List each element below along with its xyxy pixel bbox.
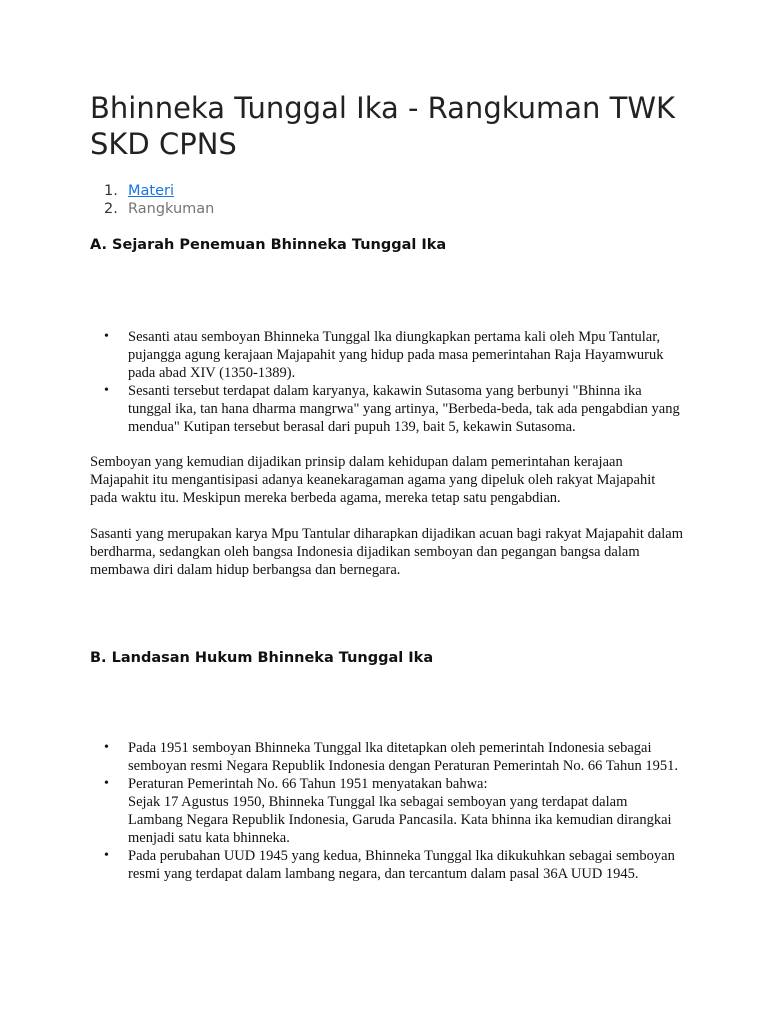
section-b-bullet-list bbox=[90, 739, 680, 883]
breadcrumb-link-materi[interactable]: Materi bbox=[128, 183, 174, 199]
breadcrumb-item-rangkuman bbox=[90, 200, 214, 218]
section-a-paragraph-1: Semboyan yang kemudian dijadikan prinsip dalam kehidupan dalam pemerintahan kerajaan Majapahit itu mengantisipasi adanya keanekaragaman agama yang dipeluk oleh rakyat Majapahit pada waktu itu. Meskipun mereka berbeda agama, mereka tetap satu pengabdian. bbox=[90, 454, 656, 506]
section-a-heading: A. Sejarah Penemuan Bhinneka Tunggal Ika bbox=[90, 237, 447, 253]
breadcrumb-item-materi bbox=[90, 182, 214, 200]
section-a-bullet-list bbox=[90, 328, 680, 436]
list-item: • Pada perubahan UUD 1945 yang kedua, Bhinneka Tunggal lka dikukuhkan sebagai semboyan resmi yang terdapat dalam lambang negara, dan tercantum dalam pasal 36A UUD 1945. bbox=[90, 847, 680, 883]
list-item-line: • Peraturan Pemerintah No. 66 Tahun 1951 menyatakan bahwa: bbox=[128, 776, 488, 792]
page-title: Bhinneka Tunggal Ika - Rangkuman TWK SKD CPNS bbox=[90, 91, 676, 161]
breadcrumb-current: Rangkuman bbox=[128, 201, 215, 217]
section-b-heading: B. Landasan Hukum Bhinneka Tunggal Ika bbox=[90, 650, 434, 666]
list-item bbox=[90, 775, 680, 847]
breadcrumb-number: 2. bbox=[104, 201, 118, 217]
list-item-line: Sejak 17 Agustus 1950, Bhinneka Tunggal lka sebagai semboyan yang terdapat dalam Lambang Negara Republik Indonesia, Garuda Pancasila. Kata bhinna ika kemudian dirangkai menjadi satu kata bhinneka. bbox=[128, 794, 672, 846]
breadcrumb bbox=[90, 182, 214, 218]
breadcrumb-number: 1. bbox=[104, 183, 118, 199]
list-item: • Pada 1951 semboyan Bhinneka Tunggal lka ditetapkan oleh pemerintah Indonesia sebagai semboyan resmi Negara Republik Indonesia dengan Peraturan Pemerintah No. 66 Tahun 1951. bbox=[90, 739, 680, 775]
list-item: • Sesanti atau semboyan Bhinneka Tunggal lka diungkapkan pertama kali oleh Mpu Tantular, pujangga agung kerajaan Majapahit yang hidup pada masa pemerintahan Raja Hayamwuruk pada abad XIV (1350-1389). bbox=[90, 328, 680, 382]
section-a-paragraph-2: Sasanti yang merupakan karya Mpu Tantular diharapkan dijadikan acuan bagi rakyat Majapahit dalam berdharma, sedangkan oleh bangsa Indonesia dijadikan semboyan dan pegangan bangsa dalam membawa diri dalam hidup berbangsa dan bernegara. bbox=[90, 526, 684, 578]
list-item: • Sesanti tersebut terdapat dalam karyanya, kakawin Sutasoma yang berbunyi "Bhinna ika tunggal ika, tan hana dharma mangrwa" yang artinya, "Berbeda-beda, tak ada pengabdian yang mendua" Kutipan tersebut berasal dari pupuh 139, bait 5, kekawin Sutasoma. bbox=[90, 382, 680, 436]
